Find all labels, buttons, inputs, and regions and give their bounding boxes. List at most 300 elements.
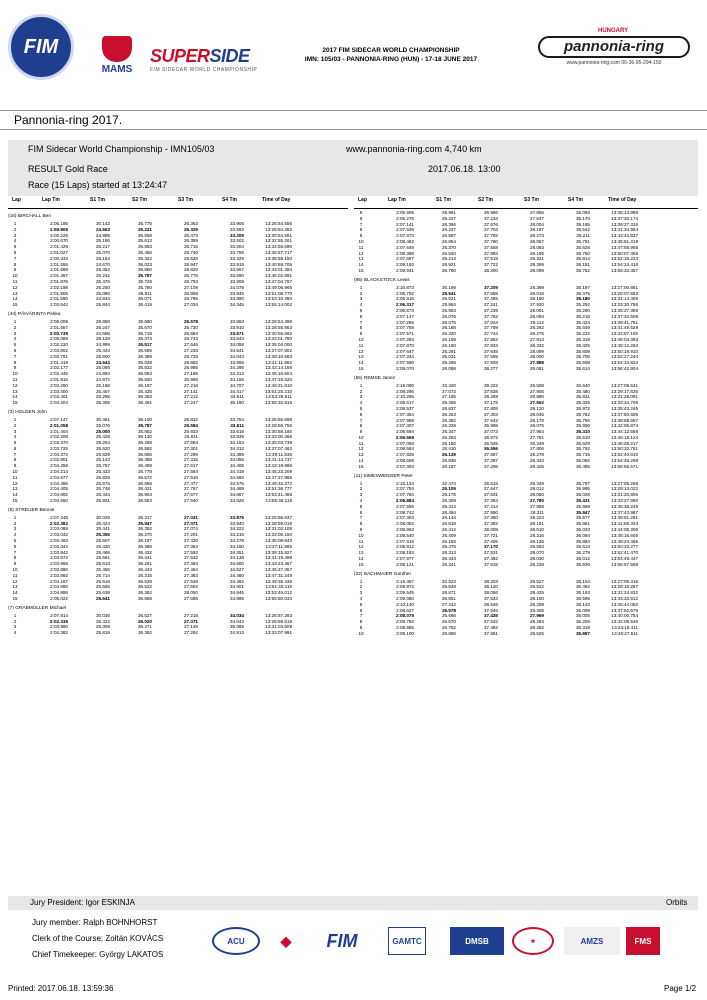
table-cell: 28.012 [529,486,544,492]
table-cell: 27.781 [529,434,544,440]
table-cell: 33.209 [229,232,244,238]
column-header: Lap Tm [388,197,406,203]
table-cell: 37.406 [483,538,498,544]
table-cell: 36.553 [137,498,152,504]
event-name: FIM Sidecar World Championship - IMN105/03 [28,144,215,154]
table-cell: 28.046 [529,411,544,417]
table-cell: 1 [359,284,363,290]
table-cell: 28.275 [529,331,544,337]
table-cell: 1 [13,514,17,520]
table-cell: 27.540 [183,498,198,504]
table-cell: 9 [359,625,363,630]
table-cell: 26.213 [441,256,456,262]
table-cell: 36.206 [575,619,590,625]
table-cell: 7 [359,319,363,325]
table-cell: 13:44:18.411 [611,625,638,630]
table-cell: 13 [358,256,364,262]
table-cell: 37.206 [483,463,498,469]
table-cell: 25.250 [95,284,110,290]
table-cell: 36.374 [137,336,152,342]
table-cell: 34.846 [229,590,244,596]
table-cell: 13 [12,290,18,296]
table-cell: 13:35:27.359 [611,307,638,313]
table-cell: 27.034 [183,302,198,308]
table-cell: 2:03.401 [50,394,68,400]
table-cell: 28.070 [529,550,544,556]
table-cell: 13:37:50.609 [611,411,638,417]
table-cell: 7 [359,515,363,521]
table-cell: 33.890 [229,296,244,302]
table-cell: 36.595 [575,596,590,602]
table-cell: 13:41:14.737 [265,457,292,463]
column-header: S2 Tm [132,197,148,203]
table-cell: 13:28:55.953 [265,324,292,330]
table-cell: 13:49:32.372 [265,480,292,486]
table-cell: 36.130 [137,434,152,440]
table-cell: 6 [359,313,363,319]
column-header: S4 Tm [568,197,584,203]
table-cell: 7 [13,353,17,359]
table-cell: 34.295 [229,365,244,371]
table-cell: 13:40:00.754 [611,613,638,619]
table-cell: 35.760 [575,250,590,256]
table-cell: 2:09.080 [396,596,414,602]
table-cell: 37.697 [483,452,498,458]
table-cell: 2:08.812 [396,544,414,550]
table-cell: 24.843 [95,296,110,302]
table-cell: 27.494 [183,561,198,567]
table-cell: 26.730 [183,324,198,330]
table-cell: 2:07.873 [396,233,414,239]
table-cell: 13:32:55.261 [265,238,292,244]
table-cell: 34.707 [229,382,244,388]
table-cell: 25.456 [95,567,110,573]
superside-logo: SUPERSIDE FIM SIDECAR WORLD CHAMPIONSHIP [150,46,258,73]
table-cell: 26.838 [441,584,456,590]
table-cell: 26.628 [183,255,198,261]
table-cell: 5 [359,503,363,509]
table-cell: 13:33:05.150 [265,532,292,538]
table-cell: 2:02.382 [49,520,68,526]
table-cell: 28.292 [529,625,544,630]
table-cell: 27.109 [183,284,198,290]
table-cell: 36.592 [137,445,152,451]
table-cell: 35.715 [575,452,590,458]
table-cell: 34.389 [229,451,244,457]
table-cell: 35.485 [575,463,590,469]
table-cell: 35.290 [575,307,590,313]
table-cell: 13:39:10.563 [265,353,292,359]
table-cell: 36.421 [137,486,152,492]
table-cell: 25.355 [95,532,110,538]
table-cell: 13:52:41.470 [611,550,638,556]
table-cell: 36.443 [137,567,152,573]
table-cell: 33.619 [229,428,244,434]
table-cell: 26.618 [441,521,456,527]
table-cell: 34.469 [229,486,244,492]
table-cell: 32.623 [441,578,456,584]
table-cell: 13:52:27.244 [611,354,638,360]
table-cell: 8 [359,619,363,625]
table-cell: 25.407 [95,388,110,394]
rider-name: (44) PÄIVÄRINTA Pekka [8,311,61,317]
table-cell: 35.762 [575,411,590,417]
table-cell: 7 [359,417,363,423]
amzs-logo: AMZS [564,927,620,955]
table-cell: 33.905 [229,221,244,226]
table-cell: 2:01.916 [50,376,68,382]
table-cell: 6 [359,215,363,221]
table-cell: 2:07.829 [396,452,414,458]
table-cell: 27.920 [529,302,544,308]
table-cell: 11 [358,440,364,446]
table-cell: 36.261 [137,561,152,567]
table-cell: 25.641 [441,290,456,296]
table-cell: 26.455 [441,400,456,406]
table-cell: 2:02.761 [50,353,68,359]
table-cell: 35.719 [137,330,152,336]
table-cell: 2:15.134 [396,480,414,486]
table-cell: 2:06.556 [395,434,414,440]
table-cell: 30.461 [95,416,110,422]
table-cell: 28.284 [529,619,544,625]
table-cell: 27.301 [183,445,198,451]
table-cell: 2 [13,226,17,232]
table-cell: 2:08.052 [396,521,414,527]
table-cell: 2 [13,520,17,526]
table-cell: 2:07.303 [396,463,414,469]
table-cell: 28.399 [529,262,544,268]
table-cell: 35.195 [575,221,590,227]
table-cell: 2:06.816 [396,296,414,302]
table-cell: 26.811 [184,434,198,440]
table-cell: 27.858 [529,503,544,509]
table-header [8,198,348,208]
table-cell: 25.090 [95,290,110,296]
flag-logo: ◆ [280,932,292,949]
table-cell: 2:03.890 [50,567,68,573]
table-cell: 37.534 [483,596,498,602]
table-cell: 36.023 [137,261,152,267]
table-cell: 37.073 [483,429,498,435]
table-cell: 13:37:20.174 [611,215,638,221]
table-cell: 36.197 [137,382,152,388]
table-cell: 37.862 [483,336,498,342]
table-cell: 13:33:00.368 [265,434,292,440]
table-cell: 13:42:09.546 [611,619,638,625]
table-cell: 30.198 [441,284,456,290]
table-cell: 13:31:24.832 [611,590,638,596]
table-cell: 37.838 [483,388,498,394]
table-cell: 27.646 [183,342,198,348]
table-cell: 13:51:36.777 [265,486,292,492]
table-cell: 13:37:07.463 [265,445,292,451]
table-cell: 28.239 [529,561,544,567]
table-cell: 33.843 [229,336,244,342]
table-cell: 13:55:46.119 [265,498,292,504]
table-cell: 36.317 [137,514,152,520]
table-cell: 13:54:49.268 [611,458,638,464]
table-cell: 35.197 [575,284,590,290]
table-cell: 28.278 [529,452,544,458]
table-cell: 27.233 [183,347,198,353]
clerk-of-course: Clerk of the Course: Zoltán KOVÁCS [32,934,164,943]
table-cell: 36.432 [137,549,152,555]
table-cell: 13:49:06.965 [265,284,292,290]
table-cell: 13:46:27.511 [611,630,638,636]
table-cell: 36.613 [575,544,590,550]
table-cell: 25.864 [441,302,456,308]
table-cell: 36.529 [137,578,152,584]
table-cell: 35.558 [137,232,152,238]
table-cell: 34.043 [229,618,244,624]
table-cell: 9 [13,561,17,567]
table-cell: 2:07.768 [396,325,414,331]
table-cell: 25.931 [95,498,110,504]
table-cell: 15 [358,267,364,273]
table-cell: 13:52:40.610 [611,452,638,458]
table-cell: 13:51:25.210 [265,388,292,394]
table-cell: 27.464 [183,567,198,573]
table-cell: 13:41:59.343 [611,521,638,527]
table-cell: 27.074 [183,526,198,532]
table-cell: 25.322 [95,618,110,624]
table-cell: 37.615 [483,561,498,567]
table-cell: 1 [13,612,17,618]
pannonia-ring-logo: HUNGARY pannonia-ring www.pannonia-ring.com 00-36-95-294-150 [538,28,690,70]
table-cell: 28.050 [183,590,198,596]
table-cell: 2:06.185 [50,221,68,226]
page-footer [0,896,707,1000]
table-cell: 26.193 [441,538,456,544]
table-cell: 35.752 [575,267,590,273]
table-cell: 35.756 [575,417,590,423]
table-cell: 13:31:28.091 [611,394,638,400]
table-cell: 13:34:56.690 [265,244,292,250]
table-cell: 1 [13,318,17,324]
event-title: 2017 FIM SIDECAR WORLD CHAMPIONSHIP IMN: 105/03 - PANNONIA-RING (HUN) - 17-18 JUNE 2017 [304,47,478,63]
table-cell: 2:06.564 [396,446,414,452]
table-cell: 35.814 [575,256,590,262]
table-cell: 26.098 [441,365,456,371]
table-cell: 33.329 [229,255,244,261]
table-cell: 28.075 [529,423,544,429]
table-cell: 9 [359,527,363,533]
table-cell: 2:04.680 [50,584,68,590]
table-cell: 2:03.493 [50,538,68,544]
table-cell: 29.508 [529,382,544,388]
table-cell: 2:07.649 [396,227,414,233]
table-cell: 37.364 [483,498,498,504]
table-cell: 26.871 [441,590,456,596]
column-header: S2 Tm [478,197,494,203]
table-cell: 26.578 [183,318,198,324]
table-cell: 35.947 [575,509,590,515]
table-cell: 13:33:01.780 [265,336,292,342]
table-cell: 26.473 [183,232,198,238]
table-cell: 35.850 [137,267,152,273]
table-cell: 13:27:05.268 [611,480,638,486]
race-start: Race (15 Laps) started at 13:24:47 [28,180,168,190]
table-cell: 28.167 [529,227,544,233]
table-cell: 36.904 [137,492,152,498]
table-cell: 28.880 [529,394,544,400]
table-cell: 5 [359,210,363,215]
table-cell: 2:01.805 [50,290,68,296]
table-cell: 34.913 [229,630,244,636]
table-cell: 2:03.400 [50,388,68,394]
table-cell: 37.928 [483,360,498,366]
table-cell: 36.935 [483,440,498,446]
table-cell: 33.667 [229,267,244,273]
table-cell: 28.262 [529,325,544,331]
table-cell: 37.360 [483,515,498,521]
table-cell: 35.931 [575,394,590,400]
table-cell: 30.025 [95,514,110,520]
table-cell: 13:47:18.520 [265,376,292,382]
table-cell: 2:06.694 [396,429,414,435]
table-cell: 2:07.784 [396,492,414,498]
table-cell: 12 [12,480,18,486]
table-cell: 2:00.433 [50,255,68,261]
table-cell: 13:53:41.469 [265,492,292,498]
table-cell: 26.410 [441,446,456,452]
table-cell: 34.034 [229,612,244,618]
table-cell: 2:06.009 [50,318,68,324]
table-cell: 35.947 [137,520,152,526]
table-cell: 27.242 [441,601,456,607]
table-cell: 2:01.419 [50,359,68,365]
table-cell: 25.166 [95,238,110,244]
table-cell: 25.352 [95,267,110,273]
table-cell: 13:45:27.357 [265,567,292,573]
table-cell: 28.099 [529,267,544,273]
table-cell: 13:33:34.708 [611,400,638,406]
table-cell: 13:39:51.291 [611,515,638,521]
fim-logo: FIM [8,14,74,80]
table-cell: 15 [12,596,18,602]
table-cell: 25.076 [95,422,110,428]
table-cell: 2:03.642 [50,302,68,308]
fim-sponsor-logo: FIM [326,930,358,951]
table-cell: 13:54:34.834 [611,360,638,366]
table-cell: 26.684 [183,330,198,336]
table-cell: 26.494 [441,509,456,515]
table-cell: 7 [13,255,17,261]
table-cell: 13:35:13.896 [611,210,638,215]
table-cell: 36.094 [575,532,590,538]
table-cell: 2:09.193 [396,262,414,268]
column-header: S4 Tm [222,197,238,203]
table-cell: 25.295 [95,394,110,400]
table-cell: 2:04.204 [50,400,68,406]
table-cell: 27.969 [529,613,544,619]
table-cell: 15 [12,498,18,504]
table-cell: 27.806 [529,446,544,452]
table-cell: 27.684 [183,440,198,446]
table-cell: 36.104 [575,578,590,584]
table-cell: 35.613 [137,238,152,244]
table-cell: 13:28:54.362 [265,226,292,232]
table-cell: 37.531 [483,550,498,556]
table-cell: 27.767 [183,486,198,492]
table-cell: 2:07.248 [50,514,68,520]
table-cell: 36.269 [137,440,152,446]
table-cell: 13:37:34.506 [611,313,638,319]
table-cell: 34.351 [229,549,244,555]
table-cell: 4 [13,238,17,244]
table-cell: 13:30:54.591 [265,232,292,238]
table-cell: 27.420 [183,538,198,544]
table-cell: 25.466 [95,549,110,555]
table-cell: 26.237 [441,227,456,233]
table-cell: 13:28:59.019 [265,520,292,526]
table-cell: 2:04.373 [50,451,68,457]
table-cell: 36.151 [575,262,590,268]
table-cell: 27.247 [183,400,198,406]
table-cell: 36.362 [137,630,152,636]
table-cell: 28.050 [529,492,544,498]
table-cell: 13:48:12.263 [611,342,638,348]
table-cell: 25.000 [95,428,110,434]
table-cell: 13:55:14.002 [265,302,292,308]
table-cell: 25.815 [95,630,110,636]
table-cell: 36.698 [137,596,152,602]
table-cell: 33.910 [229,324,244,330]
table-cell: 35.431 [575,498,590,504]
rider-name: (55) REMSE Janez [354,375,396,381]
table-cell: 26.328 [441,423,456,429]
table-cell: 37.492 [483,625,498,630]
table-cell: 38.300 [483,267,498,273]
table-cell: 28.209 [529,601,544,607]
table-cell: 13:28:59.619 [265,618,292,624]
table-cell: 27.185 [441,394,456,400]
table-cell: 36.441 [137,555,152,561]
table-cell: 5 [13,538,17,544]
table-cell: 2 [359,584,363,590]
table-cell: 6 [13,249,17,255]
table-cell: 13:41:34.964 [611,227,638,233]
table-cell: 2:03.089 [50,526,68,532]
table-cell: 26.175 [441,492,456,498]
table-cell: 2 [359,290,363,296]
table-cell: 27.141 [183,388,198,394]
table-cell: 25.309 [95,624,110,630]
table-cell: 25.748 [95,486,110,492]
table-cell: 2:00.739 [49,330,68,336]
table-cell: 1 [13,221,17,226]
table-cell: 13:46:04.393 [611,336,638,342]
table-cell: 28.081 [529,365,544,371]
rider-name: (5) STREUER Bennie [8,507,55,513]
table-cell: 24.663 [95,226,110,232]
table-cell: 26.329 [183,226,198,232]
table-cell: 27.692 [183,584,198,590]
table-cell: 25.424 [95,520,110,526]
table-cell: 13:50:32.781 [611,446,638,452]
table-cell: 2:09.972 [396,584,414,590]
table-cell: 37.492 [483,556,498,562]
table-cell: 34.995 [229,596,244,602]
table-cell: 2:03.892 [50,572,68,578]
table-cell: 26.985 [183,365,198,371]
table-cell: 37.576 [483,221,498,227]
table-cell: 15 [358,561,364,567]
table-cell: 35.319 [575,336,590,342]
table-cell: 2:00.229 [50,232,68,238]
table-cell: 36.143 [575,601,590,607]
